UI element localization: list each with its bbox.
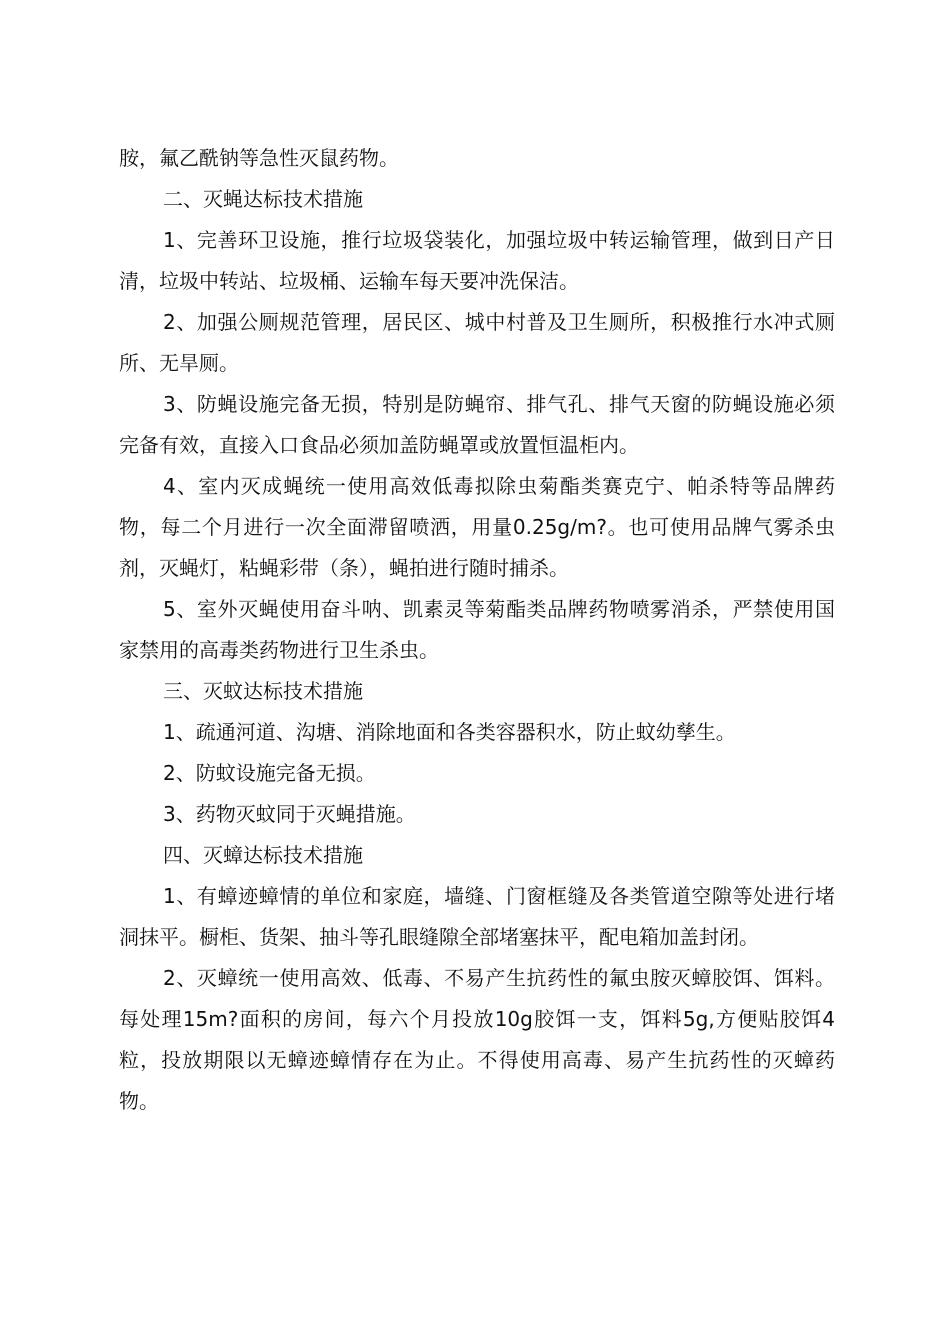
fly-measure-3: 3、防蝇设施完备无损，特别是防蝇帘、排气孔、排气天窗的防蝇设施必须完备有效，直接入口食品必须加盖防蝇罩或放置恒温柜内。 — [119, 392, 835, 457]
fly-measure-1: 1、完善环卫设施，推行垃圾袋装化，加强垃圾中转运输管理，做到日产日清，垃圾中转站、垃圾桶、运输车每天要冲洗保洁。 — [119, 228, 835, 293]
fly-measure-5: 5、室外灭蝇使用奋斗呐、凯素灵等菊酯类品牌药物喷雾消杀，严禁使用国家禁用的高毒类药物进行卫生杀虫。 — [119, 597, 835, 662]
mosquito-measure-3: 3、药物灭蚊同于灭蝇措施。 — [163, 802, 416, 826]
fly-measure-4: 4、室内灭成蝇统一使用高效低毒拟除虫菊酯类赛克宁、帕杀特等品牌药物，每二个月进行一次全面滞留喷洒，用量0.25g/m?。也可使用品牌气雾杀虫剂，灭蝇灯，粘蝇彩带（条），蝇拍进行随时捕杀。 — [119, 474, 835, 580]
document-body — [119, 138, 835, 1122]
section-heading-mosquito-control: 三、灭蚊达标技术措施 — [163, 679, 363, 703]
cockroach-measure-2: 2、灭蟑统一使用高效、低毒、不易产生抗药性的氟虫胺灭蟑胶饵、饵料。每处理15m?面积的房间，每六个月投放10g胶饵一支，饵料5g,方便贴胶饵4粒，投放期限以无蟑迹蟑情存在为止。不得使用高毒、易产生抗药性的灭蟑药物。 — [119, 966, 835, 1113]
paragraph-continuation: 胺，氟乙酰钠等急性灭鼠药物。 — [119, 146, 399, 170]
section-heading-fly-control: 二、灭蝇达标技术措施 — [163, 187, 363, 211]
cockroach-measure-1: 1、有蟑迹蟑情的单位和家庭，墙缝、门窗框缝及各类管道空隙等处进行堵洞抹平。橱柜、货架、抽斗等孔眼缝隙全部堵塞抹平，配电箱加盖封闭。 — [119, 884, 835, 949]
section-heading-cockroach-control: 四、灭蟑达标技术措施 — [163, 843, 363, 867]
mosquito-measure-1: 1、疏通河道、沟塘、消除地面和各类容器积水，防止蚊幼孳生。 — [163, 720, 736, 744]
mosquito-measure-2: 2、防蚊设施完备无损。 — [163, 761, 376, 785]
fly-measure-2: 2、加强公厕规范管理，居民区、城中村普及卫生厕所，积极推行水冲式厕所、无旱厕。 — [119, 310, 835, 375]
